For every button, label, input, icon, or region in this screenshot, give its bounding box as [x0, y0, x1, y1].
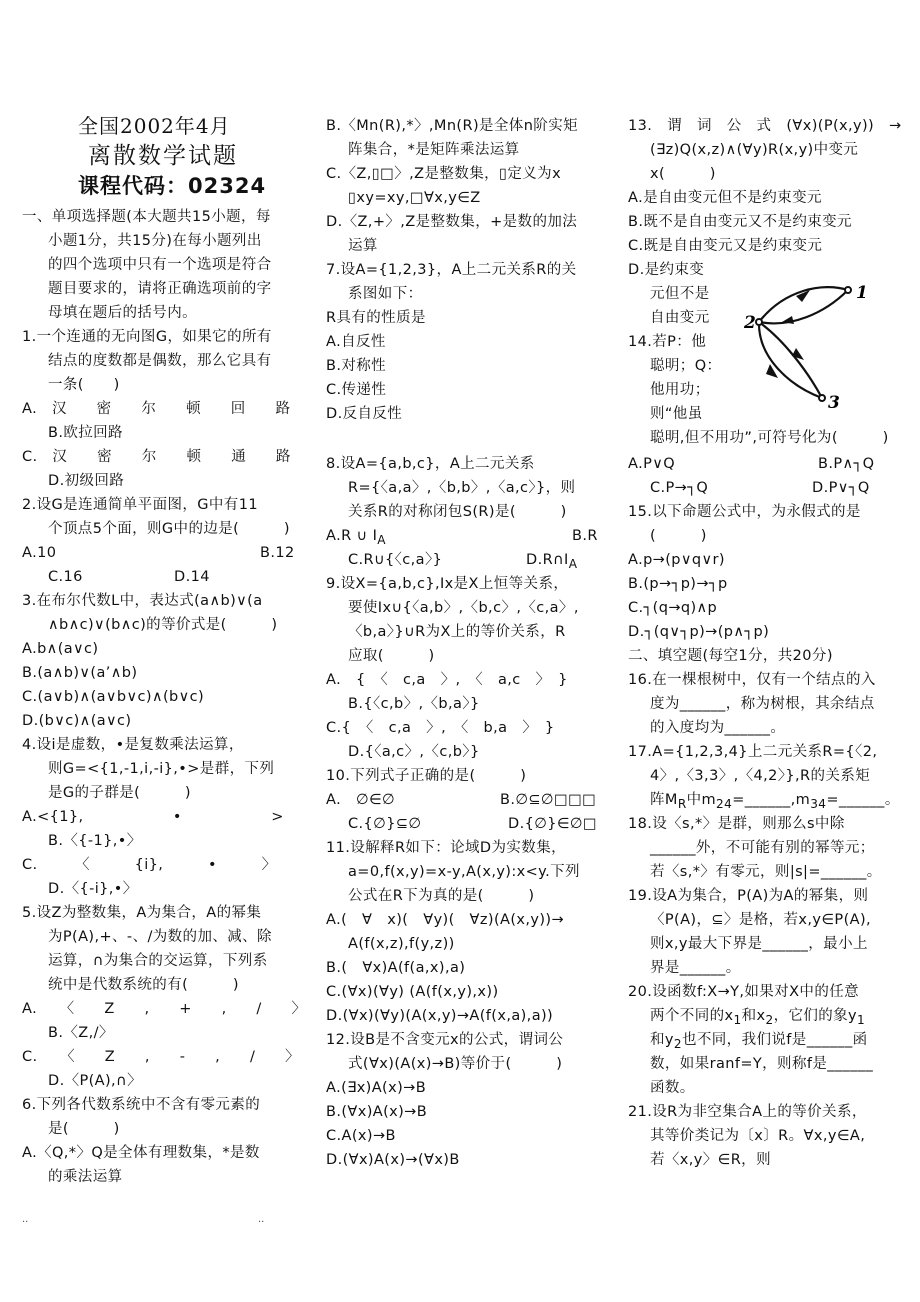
col1-line: B.12	[260, 545, 295, 561]
col2-line: A.(∃x)A(x)→B	[326, 1080, 427, 1096]
col3-line: C.┐(q→q)∧p	[628, 600, 718, 616]
col1-line: A. 汉 密 尔 顿 回 路	[22, 401, 291, 417]
col2-line: B.{〈c,b〉,〈b,a〉}	[348, 696, 480, 712]
col2-line: a=0,f(x,y)=x-y,A(x,y):x<y.下列	[348, 864, 580, 880]
col3-line: D.P∨┐Q	[812, 480, 870, 496]
col1-line: 是G的子群是( )	[48, 785, 191, 801]
node-3	[819, 395, 825, 401]
col1-line: 的乘法运算	[48, 1169, 123, 1185]
col2-line: 12.设B是不含变元x的公式，谓词公	[326, 1032, 564, 1048]
col1-line: 则G=<{1,-1,i,-i},•>是群，下列	[48, 761, 275, 777]
col1-line: C. 〈 Z , - , / 〉	[22, 1049, 300, 1065]
col3-line: 度为______，称为树根，其余结点	[650, 696, 875, 712]
col2-line: R={〈a,a〉,〈b,b〉,〈a,c〉}，则	[348, 480, 576, 496]
col3-line: 16.在一棵根树中，仅有一个结点的入	[628, 672, 876, 688]
col1-line: A.<{1}, • >	[22, 809, 284, 825]
col1-line: A.b∧(a∨c)	[22, 641, 99, 657]
col2-line: A.自反性	[326, 334, 386, 350]
node-1	[845, 287, 851, 293]
col1-line: 3.在布尔代数L中，表达式(a∧b)∨(a	[22, 593, 263, 609]
col2-line: C.〈Z,▯□〉,Z是整数集，▯定义为x	[326, 166, 562, 182]
col3-line: x( )	[650, 166, 716, 182]
col3-line: 他用功；	[650, 382, 710, 398]
col3-line: D.是约束变	[628, 262, 705, 278]
col3-line: 阵$M_R$中$m_{24}=\_\_\_\_\_\_,m_{34}=\_\_\_\_\_\_$。	[650, 792, 900, 811]
col2-line: B.R	[572, 528, 598, 544]
col2-line: D.(∀x)A(x)→(∀x)B	[326, 1152, 460, 1168]
col1-line: A. 〈 Z , + , / 〉	[22, 1001, 307, 1017]
col1-line: A.10	[22, 545, 57, 561]
col2-line: 10.下列式子正确的是( )	[326, 768, 527, 784]
col1-line: B.(a∧b)∨(a’∧b)	[22, 665, 138, 681]
col2-line: D.反自反性	[326, 406, 403, 422]
col1-line: C. 〈 {i}, • 〉	[22, 857, 277, 873]
col3-line: 19.设A为集合，P(A)为A的幂集，则	[628, 888, 869, 904]
col3-line: 则x,y最大下界是______，最小上	[650, 936, 868, 952]
node-label-1: 1	[856, 283, 868, 303]
col1-line: 小题1分，共15分)在每小题列出	[48, 233, 262, 249]
col2-line: A. ∅∈∅	[326, 792, 396, 808]
col1-line: B.欧拉回路	[48, 425, 123, 441]
col2-line: C.A(x)→B	[326, 1128, 396, 1144]
col3-line: 界是______。	[650, 960, 741, 976]
col2-line: A.R ∪ $I_A$	[326, 528, 386, 547]
col3-line: 若〈x,y〉∈R，则	[650, 1152, 771, 1168]
col2-line: D.{〈a,c〉,〈c,b〉}	[348, 744, 480, 760]
col2-line: A. { 〈 c,a 〉, 〈 a,c 〉 }	[326, 672, 568, 688]
col3-line: A.P∨Q	[628, 456, 676, 472]
col3-line: 〈P(A)，⊆〉是格，若x,y∈P(A),	[650, 912, 872, 928]
col1-line: ∧b∧c)∨(b∧c)的等价式是( )	[48, 617, 278, 633]
col3-line: 15.以下命题公式中，为永假式的是	[628, 504, 861, 520]
col2-line: C.R∪{〈c,a〉}	[348, 552, 443, 568]
col2-line: A(f(x,z),f(y,z))	[348, 936, 455, 952]
col2-line: C.(∀x)(∀y) (A(f(x,y),x))	[326, 984, 499, 1000]
col1-line: 全国2002年4月	[78, 114, 231, 138]
col3-line: 若〈s,*〉有零元，则|s|=______。	[650, 864, 882, 880]
col3-line: B.P∧┐Q	[818, 456, 875, 472]
node-label-2: 2	[744, 313, 756, 333]
col3-line: 数，如果ranf=Y，则称f是______	[650, 1056, 874, 1072]
col1-line: C. 汉 密 尔 顿 通 路	[22, 449, 291, 465]
col3-line: 聪明；Q：	[650, 358, 722, 374]
col2-line: $D.R\cap I_A$	[526, 552, 578, 571]
col3-line: B.(p→┐p)→┐p	[628, 576, 728, 592]
col2-line: A.( ∀ x)( ∀y)( ∀z)(A(x,y))→	[326, 912, 565, 928]
col3-line: 14.若P：他	[628, 334, 707, 350]
col3-line: 元但不是	[650, 286, 710, 302]
col2-line: 运算	[348, 238, 378, 254]
col3-line: B.既不是自由变元又不是约束变元	[628, 214, 852, 230]
col1-line: 一、单项选择题(本大题共15小题，每	[22, 209, 271, 225]
col3-line: 聪明,但不用功”,可符号化为( )	[650, 430, 889, 446]
col1-line: D.〈P(A),∩〉	[48, 1073, 142, 1089]
col1-line: A.〈Q,*〉Q是全体有理数集，*是数	[22, 1145, 260, 1161]
col3-line: C.既是自由变元又是约束变元	[628, 238, 823, 254]
node-2	[756, 319, 762, 325]
col3-line: ( )	[650, 528, 707, 544]
col3-line: 18.设〈s,*〉是群，则那么s中除	[628, 816, 845, 832]
col1-line: 的四个选项中只有一个选项是符合	[48, 257, 272, 273]
col2-line: 公式在R下为真的是( )	[348, 888, 535, 904]
col3-line: 13. 谓 词 公 式 (∀x)(P(x,y)) →	[628, 118, 902, 134]
col1-line: 1.一个连通的无向图G，如果它的所有	[22, 329, 272, 345]
col1-line: 题目要求的，请将正确选项前的字	[48, 281, 272, 297]
footer-mark-left: ..	[22, 1214, 29, 1225]
col2-line: 11.设解释R如下：论域D为实数集，	[326, 840, 566, 856]
col2-line: 要使Ix∪{〈a,b〉,〈b,c〉,〈c,a〉,	[348, 600, 579, 616]
col2-line: D.(∀x)(∀y)(A(x,y)→A(f(x,a),a))	[326, 1008, 554, 1024]
node-label-3: 3	[828, 393, 840, 410]
col2-line: C.{ 〈 c,a 〉, 〈 b,a 〉 }	[326, 720, 555, 736]
col3-line: 的入度均为______。	[650, 720, 786, 736]
edge-2-to-3-outer	[759, 322, 822, 398]
col2-line: 关系R的对称闭包S(R)是( )	[348, 504, 567, 520]
col2-line: D.{∅}∈∅□	[508, 816, 598, 832]
col2-line: C.{∅}⊆∅	[348, 816, 422, 832]
relation-graph	[744, 280, 884, 410]
col1-line: 统中是代数系统的有( )	[48, 977, 239, 993]
col3-line: 21.设R为非空集合A上的等价关系，	[628, 1104, 867, 1120]
arrowhead-inner	[792, 348, 804, 360]
col3-line: (∃z)Q(x,z)∧(∀y)R(x,y)中变元	[650, 142, 859, 158]
col1-line: C.(a∨b)∧(a∨b∨c)∧(b∨c)	[22, 689, 205, 705]
col1-line: C.16	[48, 569, 83, 585]
col2-line: B.∅⊆∅□□□	[500, 792, 597, 808]
col1-line: 离散数学试题	[88, 143, 238, 169]
col2-line: C.传递性	[326, 382, 387, 398]
col2-line: ▯xy=xy,□∀x,y∈Z	[348, 190, 481, 206]
col2-line: 系图如下：	[348, 286, 423, 302]
col2-line: 〈b,a〉}∪R为X上的等价关系，R	[348, 624, 566, 640]
col1-line: 结点的度数都是偶数，那么它具有	[48, 353, 272, 369]
col2-line: 式(∀x)(A(x)→B)等价于( )	[348, 1056, 563, 1072]
col3-line: 4〉,〈3,3〉,〈4,2〉},R的关系矩	[650, 768, 871, 784]
col1-line: D.〈{-i},•〉	[48, 881, 138, 897]
col3-line: D.┐(q∨┐p)→(p∧┐p)	[628, 624, 770, 640]
col1-line: D.(b∨c)∧(a∨c)	[22, 713, 132, 729]
col2-line: 阵集合，*是矩阵乘法运算	[348, 142, 520, 158]
col3-line: 二、填空题(每空1分，共20分)	[628, 648, 833, 664]
col1-line: 一条( )	[48, 377, 120, 393]
col2-line: B.(∀x)A(x)→B	[326, 1104, 428, 1120]
col2-line: 9.设X={a,b,c},Ix是X上恒等关系，	[326, 576, 569, 592]
col1-line: 5.设Z为整数集，A为集合，A的幂集	[22, 905, 262, 921]
footer-mark-right: ..	[258, 1214, 265, 1225]
col2-line: B.( ∀x)A(f(a,x),a)	[326, 960, 466, 976]
col3-line: 两个不同的$x_1$和$x_2$，它们的象$y_1$	[650, 1008, 866, 1027]
col1-line: 课程代码：02324	[78, 174, 267, 198]
col1-line: B.〈Z,/〉	[48, 1025, 114, 1041]
col2-line: 8.设A={a,b,c}，A上二元关系	[326, 456, 535, 472]
col1-line: 2.设G是连通简单平面图，G中有11	[22, 497, 258, 513]
edge-2-to-1-upper	[759, 287, 848, 322]
col3-line: C.P→┐Q	[650, 480, 709, 496]
col3-line: A.p→(p∨q∨r)	[628, 552, 725, 568]
col2-line: B.对称性	[326, 358, 387, 374]
col3-line: 自由变元	[650, 310, 710, 326]
col1-line: 4.设i是虚数，•是复数乘法运算，	[22, 737, 244, 753]
col1-line: 个顶点5个面，则G中的边是( )	[48, 521, 290, 537]
col3-line: 则“他虽	[650, 406, 703, 422]
col1-line: 母填在题后的括号内。	[48, 305, 197, 321]
edge-2-to-3-inner	[759, 322, 822, 398]
col3-line: ______外，不可能有别的幂等元；	[650, 840, 875, 856]
col3-line: 17.A={1,2,3,4}上二元关系R={〈2,	[628, 744, 878, 760]
col1-line: 6.下列各代数系统中不含有零元素的	[22, 1097, 261, 1113]
col1-line: D.14	[174, 569, 210, 585]
col2-line: R具有的性质是	[326, 310, 426, 326]
col3-line: 函数。	[650, 1080, 695, 1096]
col1-line: 是( )	[48, 1121, 120, 1137]
col2-line: D.〈Z,+〉,Z是整数集，+是数的加法	[326, 214, 578, 230]
col2-line: 应取( )	[348, 648, 435, 664]
col1-line: 为P(A),+、-、/为数的加、减、除	[48, 929, 272, 945]
col3-line: 其等价类记为〔x〕R。∀x,y∈A,	[650, 1128, 866, 1144]
col1-line: 运算，∩为集合的交运算，下列系	[48, 953, 268, 969]
col3-line: 20.设函数f:X→Y,如果对X中的任意	[628, 984, 860, 1000]
col2-line: 7.设A={1,2,3}，A上二元关系R的关	[326, 262, 577, 278]
col1-line: D.初级回路	[48, 473, 125, 489]
col1-line: B.〈{-1},•〉	[48, 833, 142, 849]
col3-line: A.是自由变元但不是约束变元	[628, 190, 822, 206]
col2-line: B.〈Mn(R),*〉,Mn(R)是全体n阶实矩	[326, 118, 578, 134]
col3-line: 和$y_2$也不同，我们说f是______函	[650, 1032, 868, 1051]
